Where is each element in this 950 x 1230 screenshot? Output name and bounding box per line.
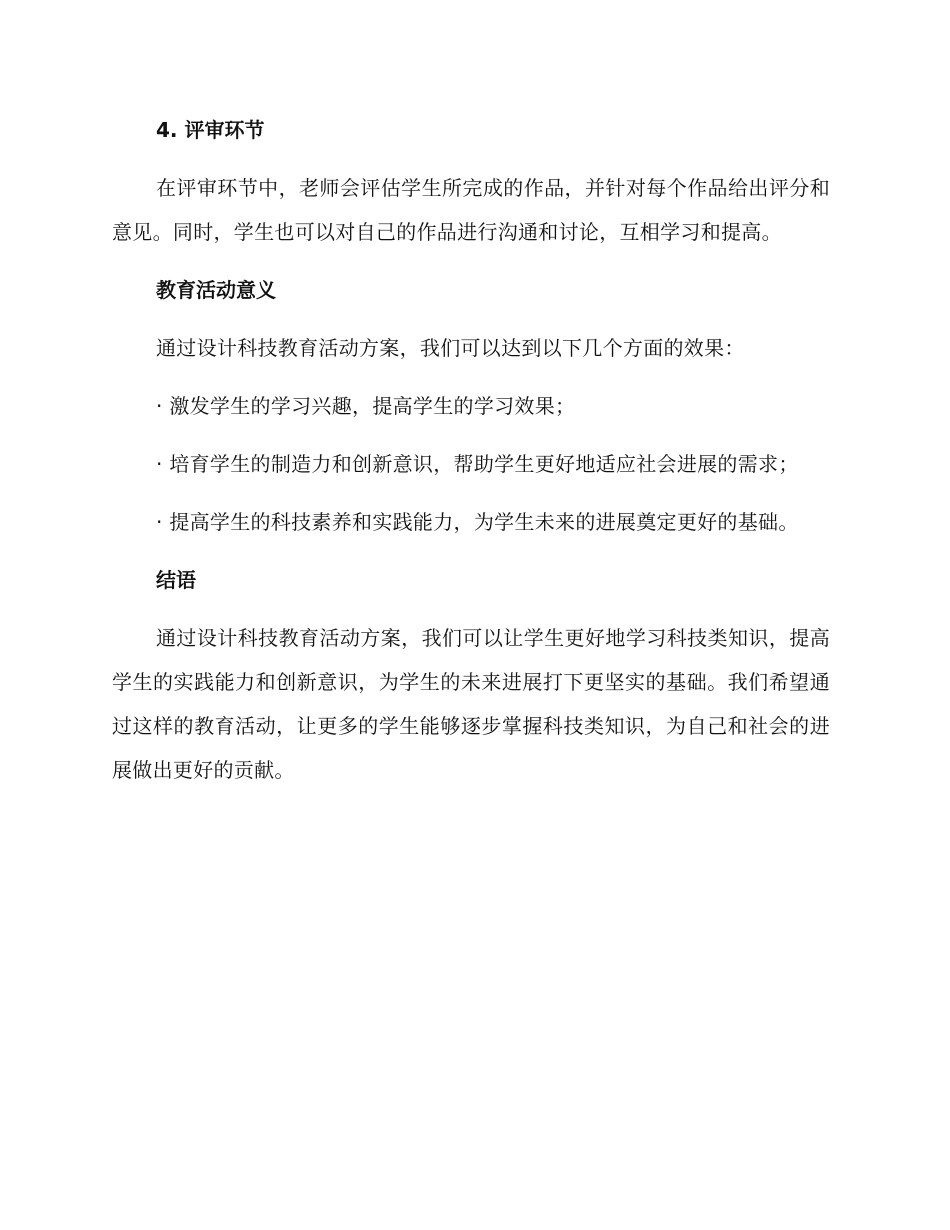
bullet-item-literacy: · 提高学生的科技素养和实践能力，为学生未来的进展奠定更好的基础。 (156, 510, 799, 534)
paragraph-review: 在评审环节中，老师会评估学生所完成的作品，并针对每个作品给出评分和意见。同时，学生也可以对自己的作品进行沟通和讨论，互相学习和提高。 (112, 176, 830, 244)
paragraph-conclusion: 通过设计科技教育活动方案，我们可以让学生更好地学习科技类知识，提高学生的实践能力和创新意识，为学生的未来进展打下更坚实的基础。我们希望通过这样的教育活动，让更多的学生能够逐步掌握科技类知识，为自己和社会的进展做出更好的贡献。 (112, 626, 830, 782)
section-heading-significance: 教育活动意义 (156, 278, 276, 302)
section-heading-review: 4. 评审环节 (156, 118, 265, 142)
bullet-item-interest: · 激发学生的学习兴趣，提高学生的学习效果； (156, 394, 576, 418)
bullet-item-creativity: · 培育学生的制造力和创新意识，帮助学生更好地适应社会进展的需求； (156, 452, 799, 476)
section-heading-conclusion: 结语 (156, 568, 196, 592)
paragraph-significance-intro: 通过设计科技教育活动方案，我们可以达到以下几个方面的效果： (156, 336, 745, 360)
